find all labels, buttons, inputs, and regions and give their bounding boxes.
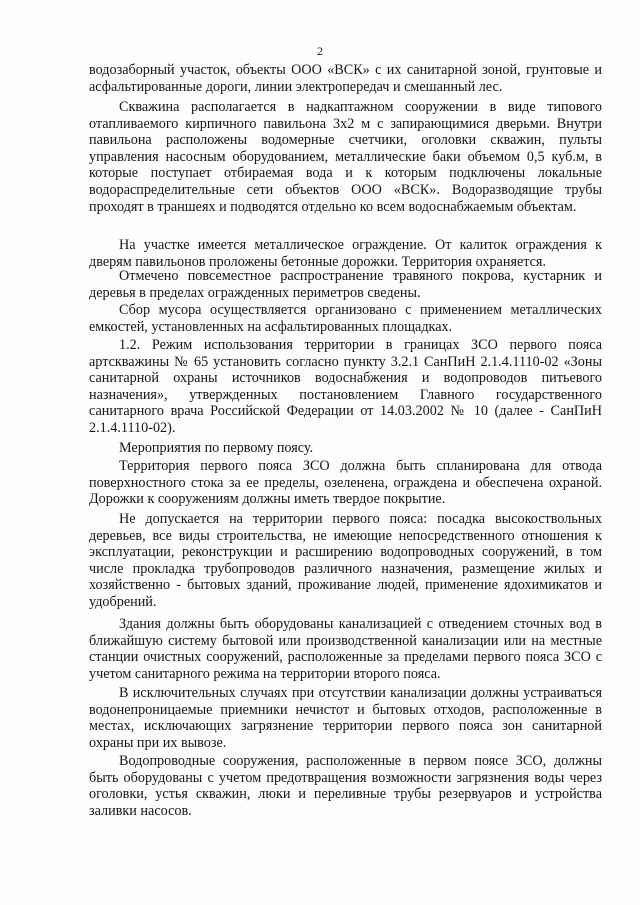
paragraph-territory-planning: Территория первого пояса ЗСО должна быть спланирована для отвода поверхностного стока за ее пределы, озеленена, ограждена и обеспечена охраной. Дорожки к сооружениям должны иметь твердое покрытие. — [89, 458, 602, 508]
paragraph-well-pavilion: Скважина располагается в надкаптажном сооружении в виде типового отапливаемого кирпичного павильона 3х2 м с запирающимися дверьми. Внутри павильона расположены водомерные счетчики, оголовки скважин, пульты управления насосным оборудованием, металлические баки объемом 0,5 куб.м, в которые поступает отбираемая вода и к которым подключены локальные водораспределительные сети объектов ООО «ВСК». Водоразводящие трубы проходят в траншеях и подводятся отдельно ко всем водоснабжаемым объектам. — [89, 99, 602, 215]
paragraph-garbage: Сбор мусора осуществляется организовано с применением металлических емкостей, установленных на асфальтированных площадках. — [89, 302, 602, 335]
paragraph-sewerage: Здания должны быть оборудованы канализацией с отведением сточных вод в ближайшую систему бытовой или производственной канализации или на местные станции очистных сооружений, расположенные за пределами первого пояса ЗСО с учетом санитарного режима на территории второго пояса. — [89, 616, 602, 682]
paragraph-water-structures: Водопроводные сооружения, расположенные в первом поясе ЗСО, должны быть оборудованы с учетом предотвращения возможности загрязнения воды через оголовки, устья скважин, люки и переливные трубы резервуаров и устройства заливки насосов. — [89, 753, 602, 819]
paragraph-regime: 1.2. Режим использования территории в границах ЗСО первого пояса артскважины № 65 установить согласно пункту 3.2.1 СанПиН 2.1.4.1110-02 «Зоны санитарной охраны источников водоснабжения и водопроводов питьевого назначения», утвержденных постановлением Главного государственного санитарного врача Российской Федерации от 14.03.2002 № 10 (далее - СанПиН 2.1.4.1110-02). — [89, 337, 602, 436]
paragraph-measures-heading: Мероприятия по первому поясу. — [119, 440, 314, 456]
paragraph-vegetation: Отмечено повсеместное распространение травяного покрова, кустарник и деревья в пределах огражденных периметров сведены. — [89, 268, 602, 301]
paragraph-prohibitions: Не допускается на территории первого пояса: посадка высокоствольных деревьев, все виды строительства, не имеющие непосредственного отношения к эксплуатации, реконструкции и расширению водопроводных сооружений, в том числе прокладка трубопроводов различного назначения, размещение жилых и хозяйственно - бытовых зданий, проживание людей, применение ядохимикатов и удобрений. — [89, 511, 602, 610]
page-number: 2 — [317, 44, 323, 58]
paragraph-continuation: водозаборный участок, объекты ООО «ВСК» с их санитарной зоной, грунтовые и асфальтированные дороги, линии электропередач и смешанный лес. — [89, 62, 602, 95]
paragraph-exceptional-cases: В исключительных случаях при отсутствии канализации должны устраиваться водонепроницаемые приемники нечистот и бытовых отходов, расположенные в местах, исключающих загрязнение территории первого пояса зон санитарной охраны при их вывозе. — [89, 685, 602, 751]
paragraph-fence: На участке имеется металлическое ограждение. От калиток ограждения к дверям павильонов проложены бетонные дорожки. Территория охраняется. — [89, 237, 602, 270]
